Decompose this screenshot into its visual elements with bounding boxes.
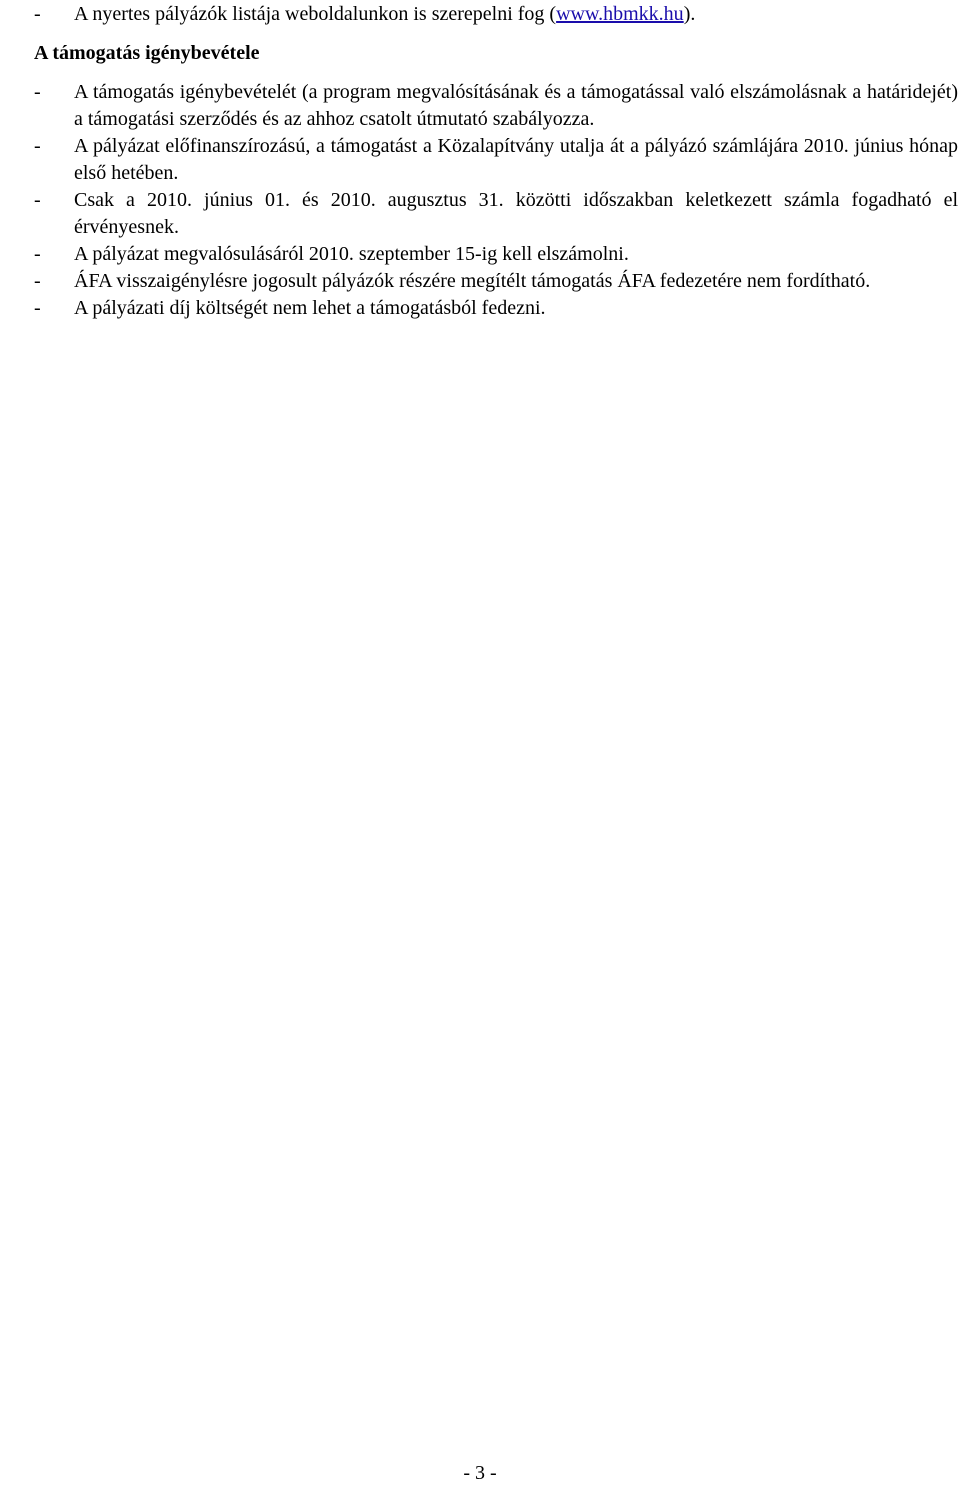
list-item bbox=[34, 241, 958, 268]
list-item-text: A pályázat előfinanszírozású, a támogatást a Közalapítvány utalja át a pályázó számlájára 2010. június hónap első hetében. bbox=[74, 135, 958, 184]
list-dash: - bbox=[34, 135, 41, 157]
list-item bbox=[34, 133, 958, 187]
list-dash: - bbox=[34, 243, 41, 265]
list-item-text: A támogatás igénybevételét (a program megvalósításának és a támogatással való elszámolásnak a határidejét) a támogatási szerződés és az ahhoz csatolt útmutató szabályozza. bbox=[74, 81, 958, 130]
list-item-text: Csak a 2010. június 01. és 2010. augusztus 31. közötti időszakban keletkezett számla fogadható el érvényesnek. bbox=[74, 189, 958, 238]
list-item bbox=[34, 79, 958, 133]
section-title: A támogatás igénybevétele bbox=[34, 42, 260, 64]
list-item bbox=[34, 295, 958, 322]
list-dash: - bbox=[34, 270, 41, 292]
list-dash: - bbox=[34, 3, 41, 25]
page-number: - 3 - bbox=[463, 1462, 497, 1484]
document-content bbox=[34, 0, 958, 322]
list-item-results-published bbox=[34, 1, 958, 28]
list-dash: - bbox=[34, 81, 41, 103]
list-item-text: A pályázat megvalósulásáról 2010. szeptember 15-ig kell elszámolni. bbox=[74, 243, 629, 265]
list-item-text: A nyertes pályázók listája weboldalunkon is szerepelni fog (www.hbmkk.hu). bbox=[74, 3, 696, 25]
list-dash: - bbox=[34, 189, 41, 211]
list-item bbox=[34, 187, 958, 241]
list-item bbox=[34, 268, 958, 295]
list-dash: - bbox=[34, 297, 41, 319]
list-item-text: ÁFA visszaigénylésre jogosult pályázók részére megítélt támogatás ÁFA fedezetére nem fordítható. bbox=[74, 270, 871, 292]
website-link[interactable]: www.hbmkk.hu bbox=[556, 3, 684, 25]
list-item-text: A pályázati díj költségét nem lehet a támogatásból fedezni. bbox=[74, 297, 546, 319]
